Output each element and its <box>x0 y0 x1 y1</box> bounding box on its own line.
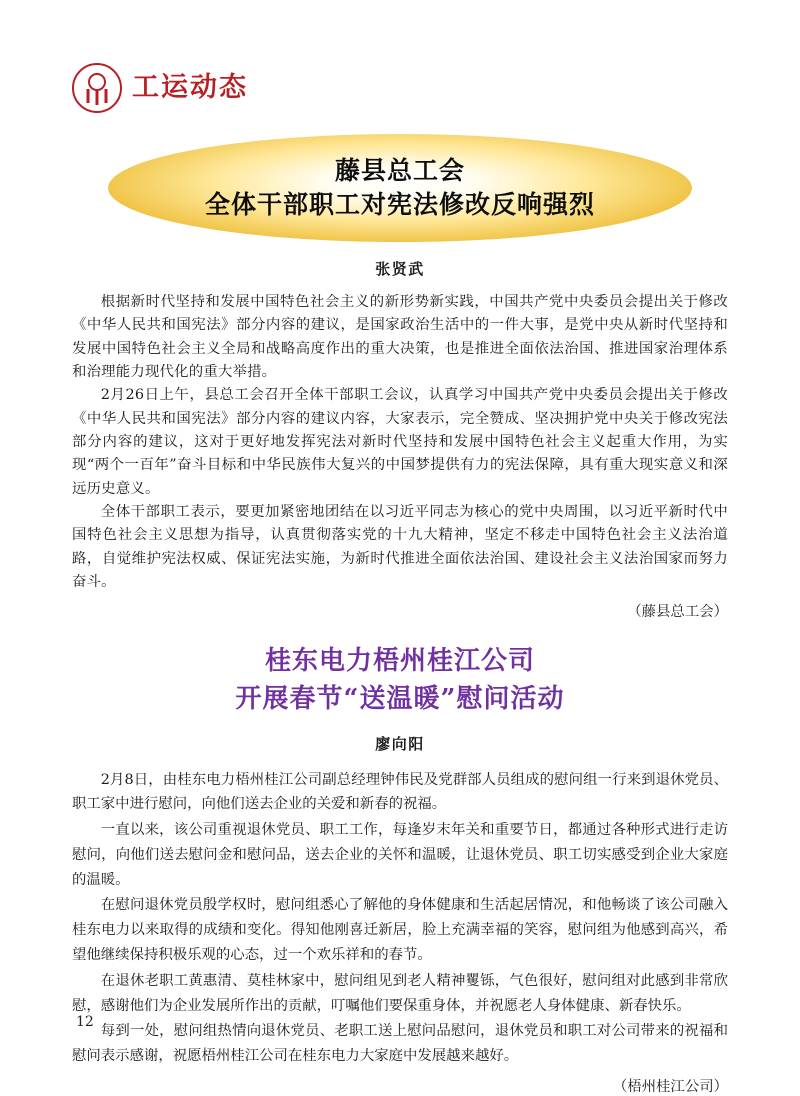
article1-paragraph-3: 全体干部职工表示，要更加紧密地团结在以习近平同志为核心的党中央周围，以习近平新时代中国特色社会主义思想为指导，认真贯彻落实党的十九大精神，坚定不移走中国特色社会主义法治道路，自觉维护宪法权威、保证宪法实施，为新时代推进全面依法治国、建设社会主义法治国家而努力奋斗。 <box>72 503 728 590</box>
article1-paragraph-1: 根据新时代坚持和发展中国特色社会主义的新形势新实践，中国共产党中央委员会提出关于修改《中华人民共和国宪法》部分内容的建议，是国家政治生活中的一件大事，是党中央从新时代坚持和发展中国特色社会主义全局和战略高度作出的重大决策，也是推进全面依法治国、推进国家治理体系和治理能力现代化的重大举措。 <box>72 294 728 380</box>
masthead <box>72 0 728 114</box>
acftu-emblem-icon <box>72 63 122 113</box>
article2-author: 廖向阳 <box>375 734 425 753</box>
article1-author: 张贤武 <box>375 260 425 278</box>
article2-headline-line2: 开展春节“送温暖”慰问活动 <box>235 683 565 714</box>
article2-body <box>72 768 728 1069</box>
article1-headline-line2: 全体干部职工对宪法修改反响强烈 <box>204 190 595 219</box>
masthead-title: 工运动态 <box>132 71 248 103</box>
article2-attribution: （梧州桂江公司） <box>612 1078 728 1095</box>
article1-paragraph-2: 2月26日上午，县总工会召开全体干部职工会议，认真学习中国共产党中央委员会提出关于修改《中华人民共和国宪法》部分内容的建议内容，大家表示，完全赞成、坚决拥护党中央关于修改宪法部分内容的建议，这对于更好地发挥宪法对新时代坚持和发展中国特色社会主义起重大作用，为实现“两个一百年”奋斗目标和中华民族伟大复兴的中国梦提供有力的宪法保障，具有重大现实意义和深远历史意义。 <box>72 387 728 497</box>
article2-paragraph-5: 每到一处，慰问组热情向退休党员、老职工送上慰问品慰问，退休党员和职工对公司带来的祝福和慰问表示感谢，祝愿梧州桂江公司在桂东电力大家庭中发展越来越好。 <box>72 1023 728 1065</box>
article1-body <box>72 291 728 594</box>
article1-headline-banner <box>108 134 692 242</box>
article2-headline <box>72 643 728 718</box>
article2-paragraph-3: 在慰问退休党员殷学权时，慰问组悉心了解他的身体健康和生活起居情况，和他畅谈了该公司融入桂东电力以来取得的成绩和变化。得知他刚喜迁新居，脸上充满幸福的笑容，慰问组为他感到高兴，希望他继续保持积极乐观的心态，过一个欢乐祥和的春节。 <box>72 897 728 963</box>
article2-paragraph-4: 在退休老职工黄惠清、莫桂林家中，慰问组见到老人精神矍铄，气色很好，慰问组对此感到非常欣慰，感谢他们为企业发展所作出的贡献，叮嘱他们要保重身体，并祝愿老人身体健康、新春快乐。 <box>72 972 728 1014</box>
article1-headline-line1: 藤县总工会 <box>334 156 465 186</box>
article2-headline-line1: 桂东电力梧州桂江公司 <box>264 646 535 677</box>
page-number: 12 <box>76 1014 94 1030</box>
article1-attribution: （藤县总工会） <box>627 604 728 621</box>
article2-paragraph-1: 2月8日，由桂东电力梧州桂江公司副总经理钟伟民及党群部人员组成的慰问组一行来到退休党员、职工家中进行慰问，向他们送去企业的关爱和新春的祝福。 <box>72 771 728 813</box>
article2-paragraph-2: 一直以来，该公司重视退休党员、职工工作，每逢岁末年关和重要节日，都通过各种形式进行走访慰问，向他们送去慰问金和慰问品，送去企业的关怀和温暖，让退休党员、职工切实感受到企业大家庭的温暖。 <box>72 822 728 888</box>
